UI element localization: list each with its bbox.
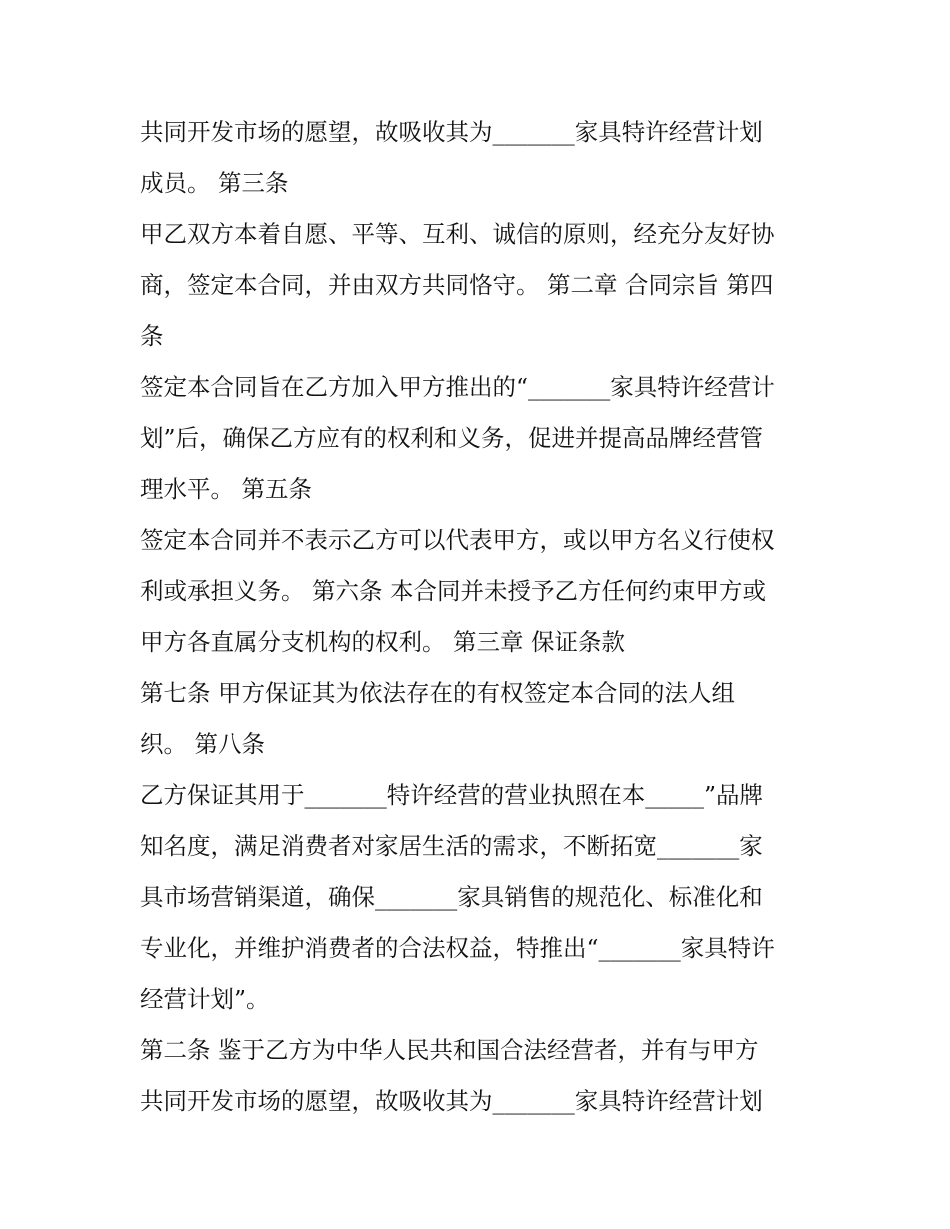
text-line: 成员。 第三条 xyxy=(140,169,289,197)
text-line: 第二条 鉴于乙方为中华人民共和国合法经营者，并有与甲方 xyxy=(140,1036,759,1064)
text-line: 专业化，并维护消费者的合法权益，特推出“_______家具特许 xyxy=(140,934,775,962)
text-line: 签定本合同旨在乙方加入甲方推出的“_______家具特许经营计 xyxy=(140,373,775,401)
text-line: 理水平。 第五条 xyxy=(140,475,312,503)
text-line: 甲乙双方本着自愿、平等、互利、诚信的原则，经充分友好协 xyxy=(140,220,775,248)
text-line: 划”后，确保乙方应有的权利和义务，促进并提高品牌经营管 xyxy=(140,424,764,452)
text-line: 织。 第八条 xyxy=(140,730,265,758)
text-line: 利或承担义务。 第六条 本合同并未授予乙方任何约束甲方或 xyxy=(140,577,766,605)
text-line: 经营计划”。 xyxy=(140,985,270,1013)
text-line: 共同开发市场的愿望，故吸收其为_______家具特许经营计划 xyxy=(140,1087,763,1115)
contract-text xyxy=(140,107,840,1127)
text-line: 知名度，满足消费者对家居生活的需求，不断拓宽_______家 xyxy=(140,832,763,860)
text-line: 商，签定本合同，并由双方共同恪守。 第二章 合同宗旨 第四 xyxy=(140,271,774,299)
text-line: 签定本合同并不表示乙方可以代表甲方，或以甲方名义行使权 xyxy=(140,526,775,554)
text-line: 具市场营销渠道，确保_______家具销售的规范化、标准化和 xyxy=(140,883,763,911)
text-line: 条 xyxy=(140,322,164,350)
text-line: 甲方各直属分支机构的权利。 第三章 保证条款 xyxy=(140,628,625,656)
text-line: 乙方保证其用于_______特许经营的营业执照在本_____”品牌 xyxy=(140,781,764,809)
text-line: 共同开发市场的愿望，故吸收其为_______家具特许经营计划 xyxy=(140,118,763,146)
text-line: 第七条 甲方保证其为依法存在的有权签定本合同的法人组 xyxy=(140,679,735,707)
